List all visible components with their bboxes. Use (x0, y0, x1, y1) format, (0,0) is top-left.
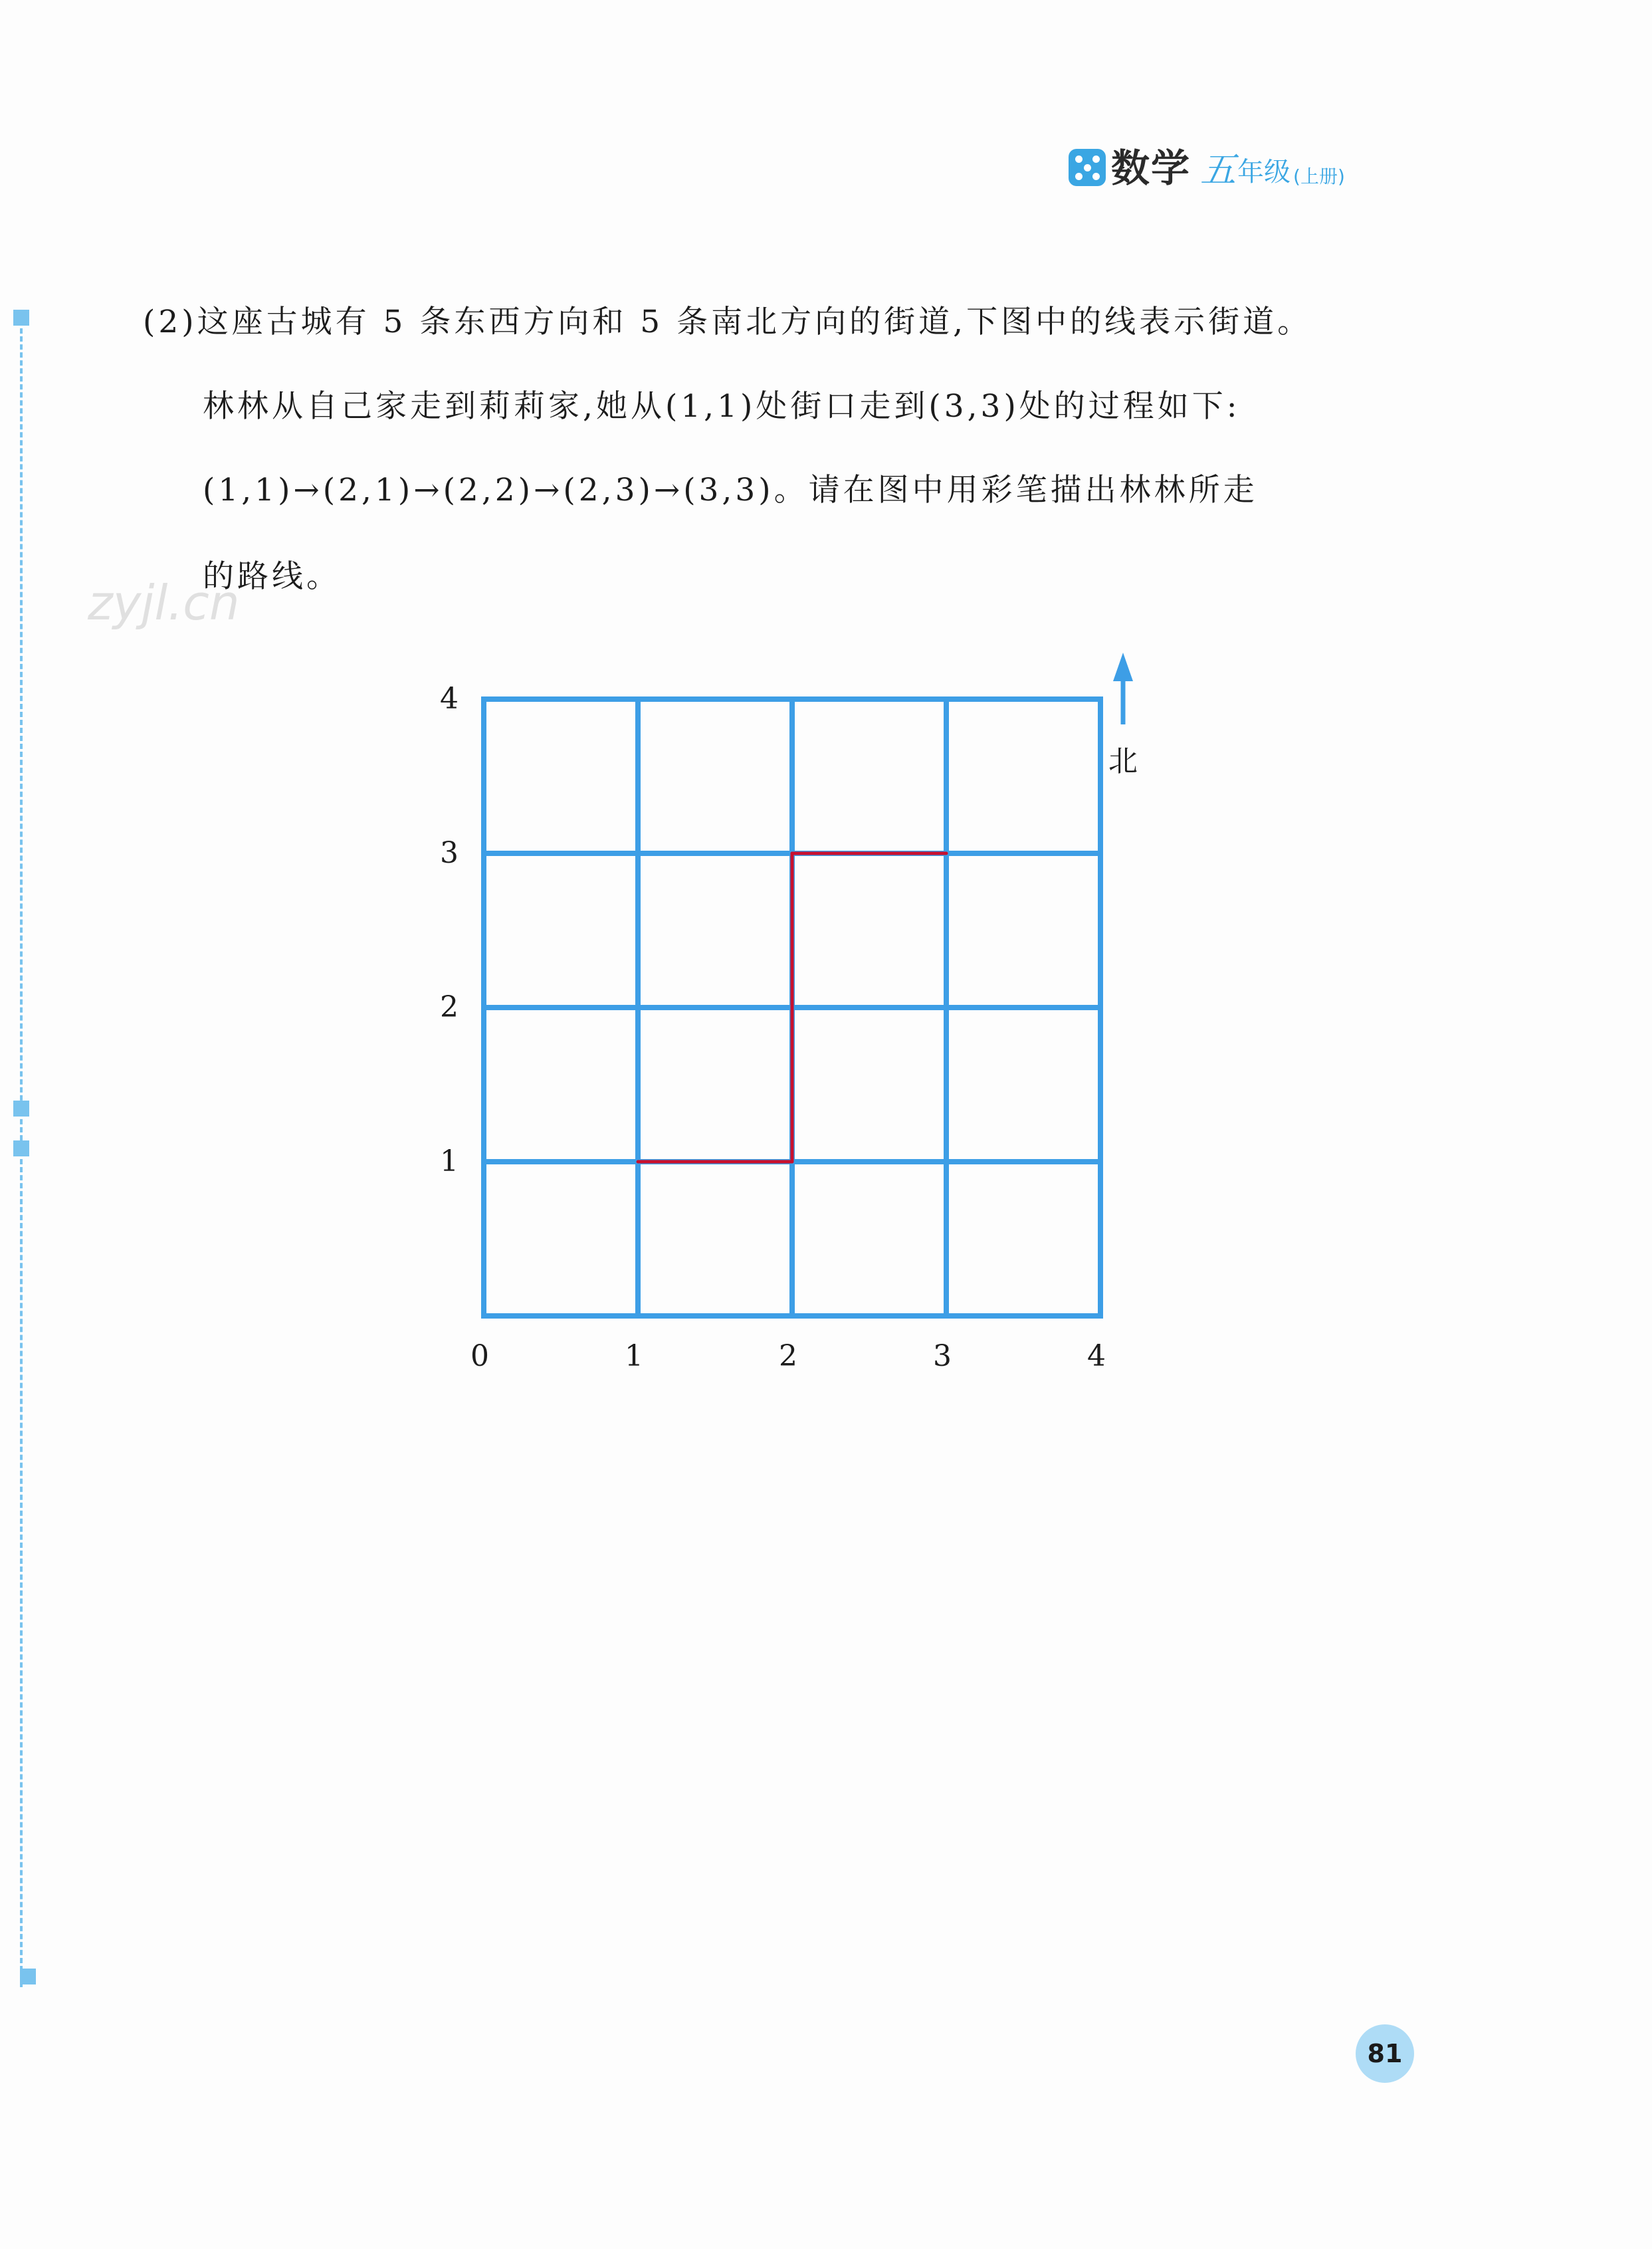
north-label: 北 (1108, 744, 1138, 778)
problem-line-3: (1,1)→(2,1)→(2,2)→(2,3)→(3,3)。请在图中用彩笔描出林林所走 (203, 472, 1258, 508)
y-axis-labels (440, 682, 459, 1178)
subject-title: 数学 (1111, 146, 1191, 191)
problem-line-4: 的路线。 (203, 558, 341, 595)
page-number (1356, 2024, 1414, 2083)
north-arrow-icon (1113, 653, 1133, 681)
x-tick-label: 3 (933, 1339, 952, 1373)
north-indicator (1108, 653, 1138, 778)
volume-label: (上册) (1293, 165, 1345, 187)
problem-line-1: (2)这座古城有 5 条东西方向和 5 条南北方向的街道,下图中的线表示街道。 (143, 304, 1312, 340)
watermark: zyjl.cn (88, 575, 240, 631)
y-tick-label: 1 (440, 1144, 459, 1178)
y-tick-label: 4 (440, 682, 459, 716)
x-tick-label: 4 (1087, 1339, 1106, 1373)
page-number-text: 81 (1367, 2039, 1403, 2068)
grade-number: 五 (1200, 149, 1237, 191)
problem-line-2: 林林从自己家走到莉莉家,她从(1,1)处街口走到(3,3)处的过程如下: (203, 388, 1241, 425)
x-tick-label: 2 (779, 1339, 797, 1373)
grade-suffix: 年级 (1237, 157, 1291, 187)
y-tick-label: 3 (440, 836, 459, 870)
x-tick-label: 0 (470, 1339, 489, 1373)
x-tick-label: 1 (625, 1339, 643, 1373)
x-axis-labels (470, 1339, 1106, 1373)
y-tick-label: 2 (440, 990, 459, 1024)
